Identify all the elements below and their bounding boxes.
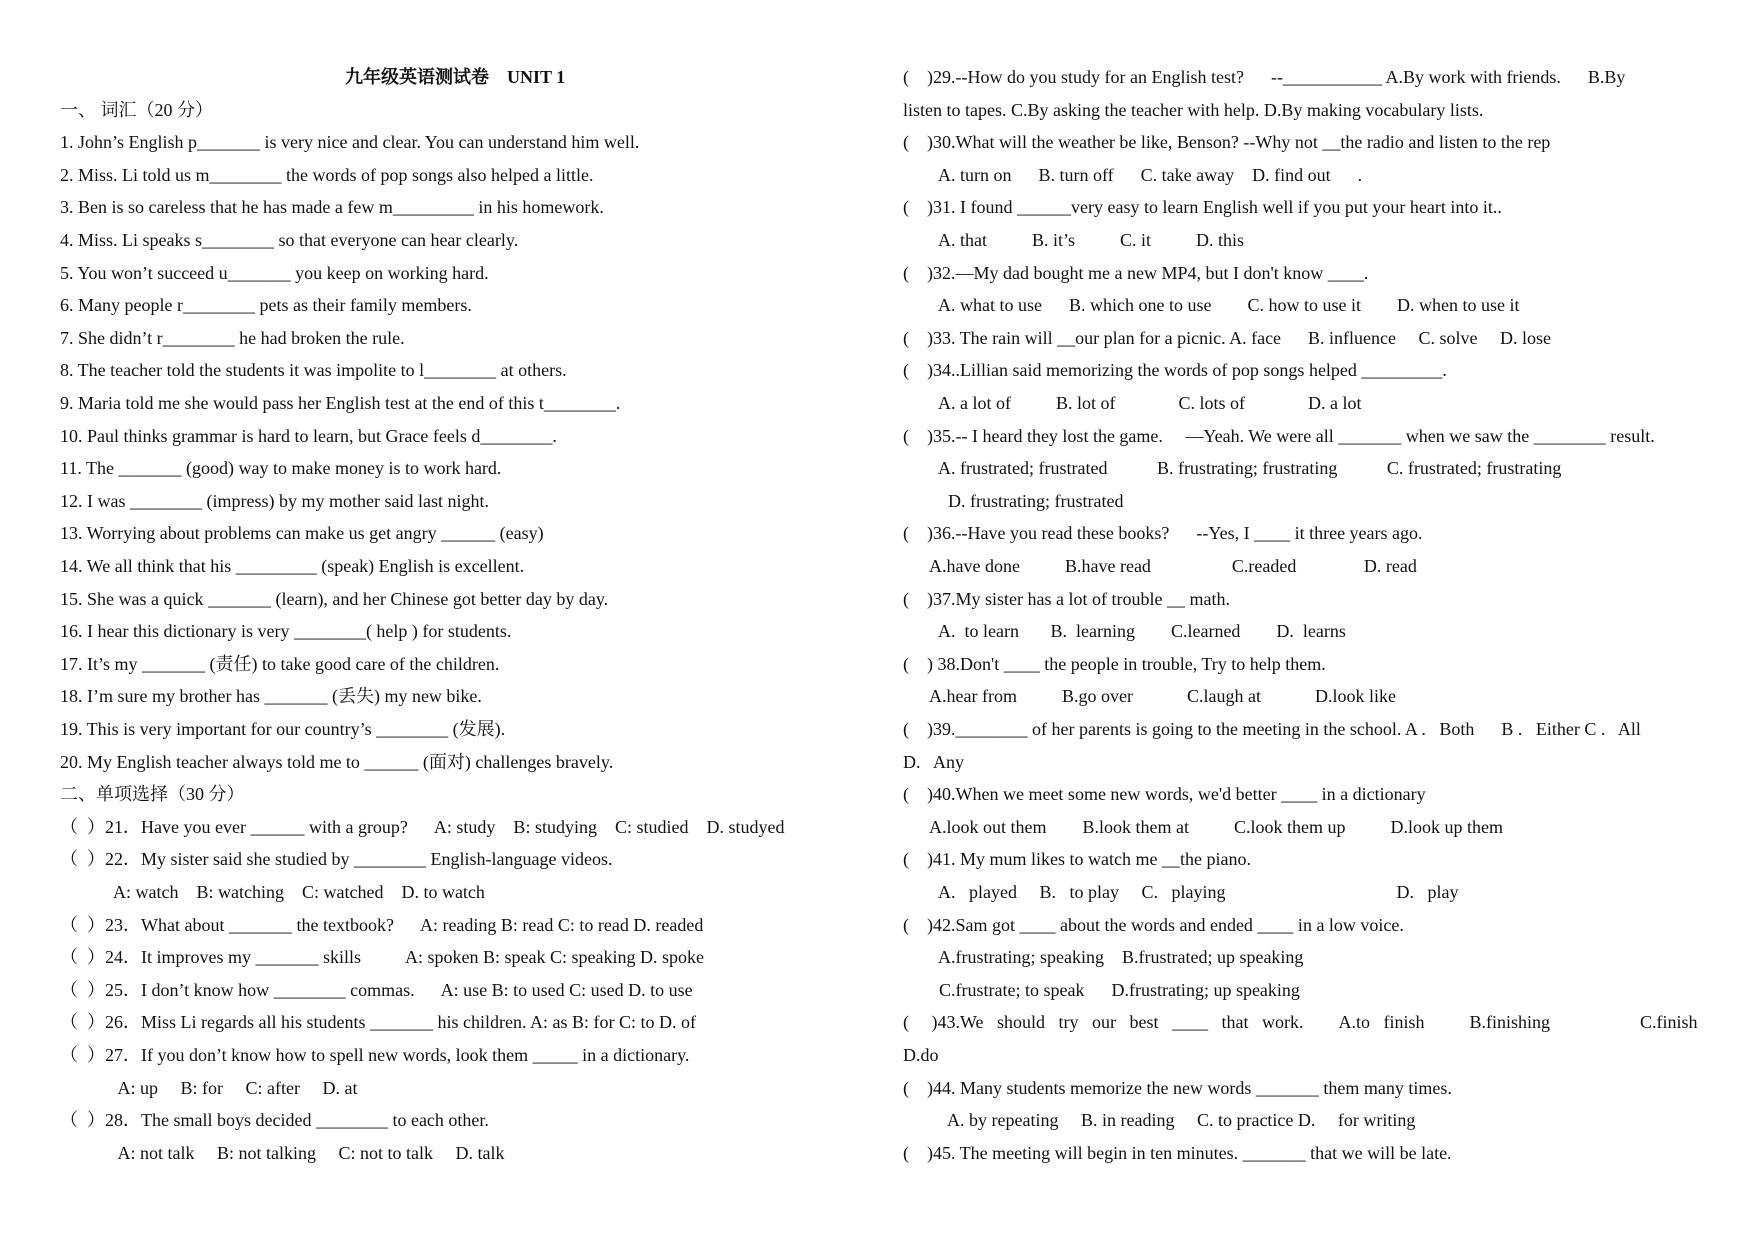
mc-question-line: D. frustrating; frustrated [903,490,1124,511]
vocab-question: 20. My English teacher always told me to ______ (面对) challenges bravely. [60,751,614,772]
mc-question-line: A. by repeating B. in reading C. to practice D. for writing [903,1110,1416,1131]
mc-question-line: A: watch B: watching C: watched D. to watch [60,882,485,902]
mc-question-line: ( )44. Many students memorize the new words _______ them many times. [903,1077,1452,1098]
section-heading-vocabulary: 一、 词汇（20 分） [60,99,213,120]
mc-question-line: ( )30.What will the weather be like, Benson? --Why not __the radio and listen to the rep [903,132,1551,153]
mc-question-line: A. played B. to play C. playing D. play [903,882,1459,902]
vocab-question: 5. You won’t succeed u_______ you keep on working hard. [60,262,489,283]
mc-question-line: ( )42.Sam got ____ about the words and ended ____ in a low voice. [903,914,1404,935]
vocab-question: 11. The _______ (good) way to make money is to work hard. [60,458,502,479]
vocab-question: 15. She was a quick _______ (learn), and her Chinese got better day by day. [60,588,609,609]
vocab-question: 12. I was ________ (impress) by my mother said last night. [60,490,489,511]
vocab-question: 1. John’s English p_______ is very nice and clear. You can understand him well. [60,132,640,153]
mc-question-line: ( )31. I found ______very easy to learn English well if you put your heart into it.. [903,197,1502,218]
page-title: 九年级英语测试卷 UNIT 1 [345,67,566,87]
mc-question-line: ( )40.When we meet some new words, we'd better ____ in a dictionary [903,784,1426,805]
mc-question-line: ( )33. The rain will __our plan for a picnic. A. face B. influence C. solve D. lose [903,327,1552,348]
mc-question-line: ( )43.We should try our best ____ that work. A.to finish B.finishing C.finish [903,1012,1698,1033]
mc-question-line: A. frustrated; frustrated B. frustrating; frustrating C. frustrated; frustrating [903,458,1562,479]
vocab-question: 2. Miss. Li told us m________ the words of pop songs also helped a little. [60,164,594,185]
mc-question-line: ( ) 38.Don't ____ the people in trouble, Try to help them. [903,653,1326,674]
vocab-question: 16. I hear this dictionary is very ________( help ) for students. [60,621,512,642]
mc-question-line: A.look out them B.look them at C.look them up D.look up them [903,816,1503,837]
mc-question-line: （ ）23．What about _______ the textbook? A: reading B: read C: to read D. readed [60,914,704,935]
mc-question-line: A. a lot of B. lot of C. lots of D. a lot [903,393,1362,413]
vocab-question: 17. It’s my _______ (责任) to take good care of the children. [60,653,500,674]
mc-question-line: A.hear from B.go over C.laugh at D.look like [903,686,1396,707]
mc-question-line: ( )39.________ of her parents is going to the meeting in the school. A . Both B . Either C . All [903,719,1641,739]
mc-question-line: ( )37.My sister has a lot of trouble __ math. [903,588,1230,609]
mc-question-line: ( )35.-- I heard they lost the game. —Yeah. We were all _______ when we saw the ________ result. [903,425,1655,446]
vocab-question: 14. We all think that his _________ (speak) English is excellent. [60,556,525,576]
vocab-question: 6. Many people r________ pets as their family members. [60,295,472,316]
mc-question-line: A. to learn B. learning C.learned D. learns [903,621,1346,642]
mc-question-line: A.frustrating; speaking B.frustrated; up speaking [903,947,1304,968]
mc-question-line: A. what to use B. which one to use C. how to use it D. when to use it [903,295,1520,316]
vocab-question: 9. Maria told me she would pass her English test at the end of this t________. [60,393,621,413]
vocab-question: 7. She didn’t r________ he had broken the rule. [60,327,405,348]
vocab-question: 10. Paul thinks grammar is hard to learn, but Grace feels d________. [60,425,557,446]
mc-question-line: A.have done B.have read C.readed D. read [903,556,1417,576]
mc-question-line: （ ）25．I don’t know how ________ commas. A: use B: to used C: used D. to use [60,979,693,1000]
vocab-question: 18. I’m sure my brother has _______ (丢失) my new bike. [60,686,482,707]
mc-question-line: ( )45. The meeting will begin in ten minutes. _______ that we will be late. [903,1142,1452,1163]
mc-question-line: listen to tapes. C.By asking the teacher with help. D.By making vocabulary lists. [903,99,1484,120]
mc-question-line: ( )36.--Have you read these books? --Yes, I ____ it three years ago. [903,523,1423,544]
mc-question-line: D.do [903,1045,939,1065]
vocab-question: 3. Ben is so careless that he has made a few m_________ in his homework. [60,197,604,218]
mc-question-line: ( )34..Lillian said memorizing the words of pop songs helped _________. [903,360,1447,381]
mc-question-line: D. Any [903,751,965,772]
mc-question-line: （ ）27．If you don’t know how to spell new words, look them _____ in a dictionary. [60,1045,690,1065]
mc-question-line: A. turn on B. turn off C. take away D. find out . [903,164,1363,185]
mc-question-line: A: not talk B: not talking C: not to talk D. talk [60,1142,505,1163]
section-heading-multiple-choice: 二、单项选择（30 分） [60,784,245,805]
vocab-question: 13. Worrying about problems can make us get angry ______ (easy) [60,523,544,544]
mc-question-line: ( )32.—My dad bought me a new MP4, but I don't know ____. [903,262,1369,283]
mc-question-line: （ ）21．Have you ever ______ with a group? A: study B: studying C: studied D. studyed [60,816,785,837]
mc-question-line: ( )41. My mum likes to watch me __the piano. [903,849,1251,870]
mc-question-line: C.frustrate; to speak D.frustrating; up speaking [903,979,1300,1000]
mc-question-line: ( )29.--How do you study for an English test? --___________ A.By work with friends. B.By [903,67,1626,87]
vocab-question: 4. Miss. Li speaks s________ so that everyone can hear clearly. [60,230,519,250]
vocab-question: 8. The teacher told the students it was impolite to l________ at others. [60,360,567,381]
mc-question-line: A: up B: for C: after D. at [60,1077,358,1098]
mc-question-line: （ ）24．It improves my _______ skills A: spoken B: speak C: speaking D. spoke [60,947,704,968]
mc-question-line: （ ）26．Miss Li regards all his students _______ his children. A: as B: for C: to D. of [60,1012,696,1033]
mc-question-line: （ ）22．My sister said she studied by ________ English-language videos. [60,849,613,870]
vocab-question: 19. This is very important for our country’s ________ (发展). [60,719,506,739]
mc-question-line: （ ）28．The small boys decided ________ to each other. [60,1110,489,1131]
mc-question-line: A. that B. it’s C. it D. this [903,230,1245,250]
